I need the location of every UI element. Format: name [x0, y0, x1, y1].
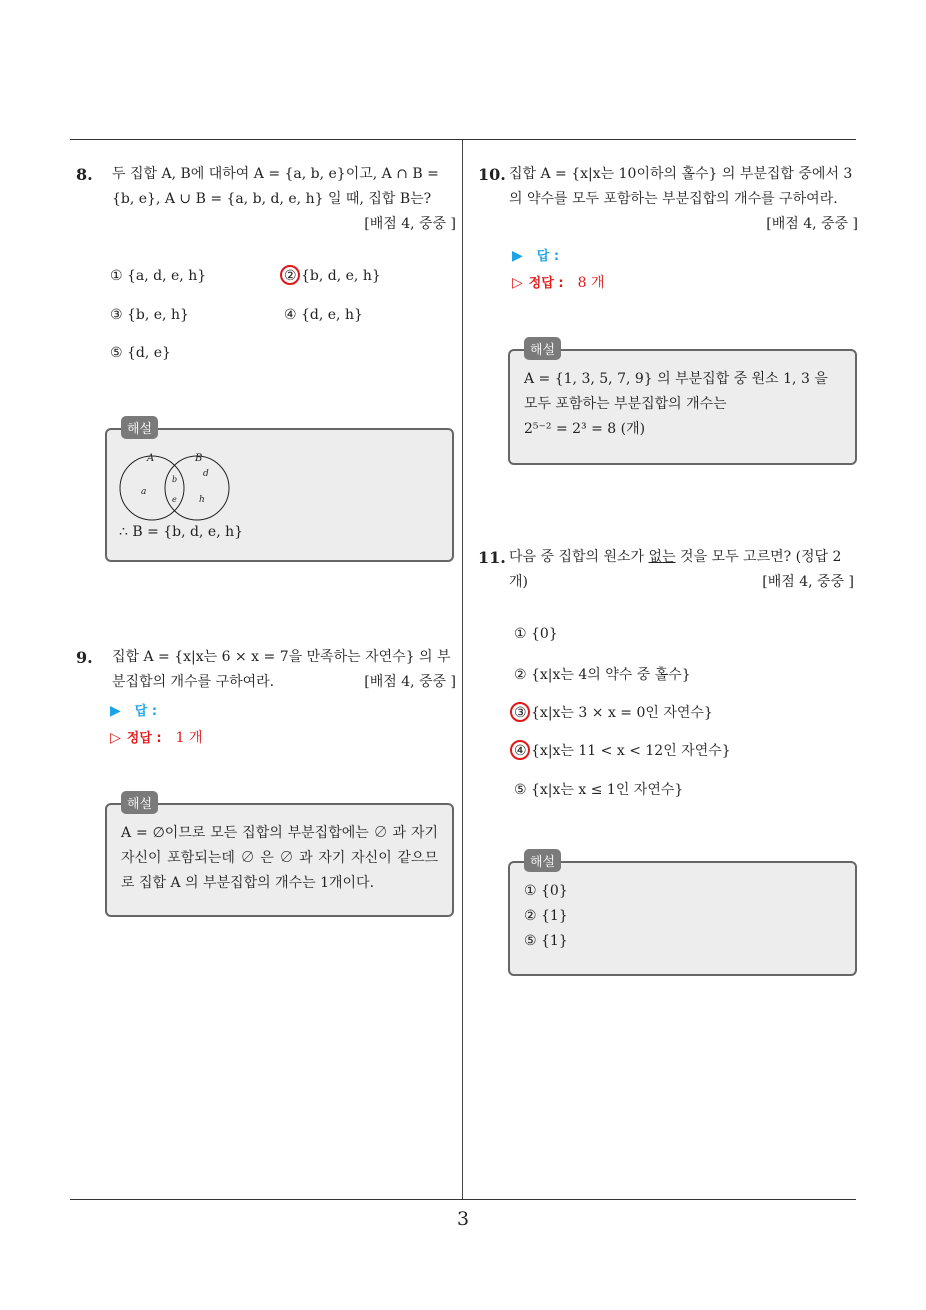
question-text: 두 집합 A, B에 대하여 A = {a, b, e}이고, A ∩ B = {b, e}, A ∪ B = {a, b, d, e, h} 일 때, 집합 B는?: [112, 166, 439, 207]
outline-play-icon: ▷: [110, 730, 121, 746]
question-points: [배점 4, 중중 ]: [766, 216, 858, 232]
element-e: e: [172, 495, 177, 504]
answer-label: 답 :: [134, 704, 158, 719]
q8-solution-box: [105, 422, 454, 562]
q11-option-3[interactable]: [514, 702, 713, 722]
q10-solution-box: [508, 343, 857, 465]
option-marker: ②: [284, 268, 297, 284]
option-text: ① {0}: [514, 626, 558, 642]
solution-text: [524, 879, 841, 954]
q9-answer-line: [110, 700, 157, 719]
q11-option-4[interactable]: [514, 740, 731, 760]
red-circle-mark: [280, 265, 300, 285]
option-text: ① {a, d, e, h}: [110, 268, 207, 284]
option-marker: ③: [514, 705, 527, 721]
question-9: [76, 645, 456, 695]
question-points: [배점 4, 중중 ]: [762, 574, 854, 590]
q11-option-1[interactable]: [514, 626, 558, 642]
question-text-part: 것을 모두 고르면? (정답 2개): [509, 549, 842, 590]
underlined-word: 없는: [648, 549, 676, 565]
option-text: {x|x는 3 × x = 0인 자연수}: [531, 705, 713, 721]
correct-label: 정답 :: [126, 731, 162, 746]
option-text: ⑤ {d, e}: [110, 345, 171, 361]
correct-value: 8 개: [577, 275, 605, 291]
red-circle-mark: [510, 702, 530, 722]
outline-play-icon: ▷: [512, 275, 523, 291]
option-text: ④ {d, e, h}: [284, 307, 363, 323]
question-points: [배점 4, 중중 ]: [364, 674, 456, 690]
question-text: 집합 A = {x|x는 10이하의 홀수} 의 부분집합 중에서 3 의 약수를 모두 포함하는 부분집합의 개수를 구하여라.: [509, 166, 853, 207]
set-b-circle: [165, 456, 229, 520]
option-text: {x|x는 11 < x < 12인 자연수}: [531, 743, 731, 759]
q8-option-4[interactable]: [284, 307, 363, 323]
element-b: b: [172, 475, 178, 484]
q11-option-5[interactable]: [514, 779, 683, 799]
solution-tag: 해설: [121, 416, 158, 439]
question-points: [배점 4, 중중 ]: [364, 216, 456, 232]
q10-answer-line: [512, 245, 559, 264]
question-text-part: 다음 중 집합의 원소가: [509, 549, 649, 565]
answer-label: 답 :: [536, 249, 560, 264]
element-a: a: [141, 487, 147, 497]
option-marker: ④: [514, 743, 527, 759]
venn-diagram: [117, 450, 247, 522]
q8-option-1[interactable]: [110, 268, 206, 284]
solution-line: 2⁵⁻² = 2³ = 8 (개): [524, 421, 646, 437]
set-b-label: B: [195, 453, 203, 464]
solution-line: ⑤ {1}: [524, 933, 568, 949]
option-text: ③ {b, e, h}: [110, 307, 189, 323]
question-11: [478, 545, 858, 595]
top-rule: [70, 139, 856, 140]
option-text: ⑤ {x|x는 x ≤ 1인 자연수}: [514, 782, 684, 798]
solution-tag: 해설: [121, 791, 158, 814]
question-number: 11.: [478, 548, 506, 567]
solution-text: ∴ B = {b, d, e, h}: [119, 524, 244, 540]
q8-option-5[interactable]: [110, 345, 171, 361]
solution-text: A = ∅이므로 모든 집합의 부분집합에는 ∅ 과 자기 자신이 포함되는데 ∅ 은 ∅ 과 자기 자신이 같으므로 집합 A 의 부분집합의 개수는 1개이다.: [121, 825, 438, 891]
column-divider: [462, 140, 463, 1200]
element-h: h: [199, 495, 205, 505]
question-number: 10.: [478, 165, 506, 184]
solution-line: ② {1}: [524, 908, 568, 924]
solution-line: 모두 포함하는 부분집합의 개수는: [524, 396, 727, 412]
selected-marker: [514, 705, 527, 721]
solution-tag: 해설: [524, 849, 561, 872]
q11-solution-box: [508, 855, 857, 976]
element-d: d: [203, 469, 209, 479]
play-icon: ▶: [512, 248, 523, 264]
play-icon: ▶: [110, 703, 121, 719]
selected-marker: [284, 268, 297, 284]
question-number: 8.: [76, 165, 93, 184]
q9-solution-box: [105, 797, 454, 917]
selected-marker: [514, 743, 527, 759]
red-circle-mark: [510, 740, 530, 760]
correct-value: 1 개: [175, 730, 203, 746]
option-text: ② {x|x는 4의 약수 중 홀수}: [514, 667, 691, 683]
q10-correct-line: [512, 272, 605, 292]
option-text: {b, d, e, h}: [301, 268, 381, 284]
correct-label: 정답 :: [528, 276, 564, 291]
question-8: [76, 162, 456, 237]
q9-correct-line: [110, 727, 203, 747]
page-number: 3: [456, 1208, 470, 1230]
solution-tag: 해설: [524, 337, 561, 360]
solution-line: A = {1, 3, 5, 7, 9} 의 부분집합 중 원소 1, 3 을: [524, 371, 828, 387]
bottom-rule: [70, 1199, 856, 1200]
question-10: [478, 162, 858, 232]
q8-option-2[interactable]: [284, 268, 381, 284]
q8-option-3[interactable]: [110, 307, 189, 323]
solution-line: ① {0}: [524, 883, 568, 899]
set-a-label: A: [147, 453, 155, 464]
question-text: 집합 A = {x|x는 6 × x = 7을 만족하는 자연수} 의 부분집합의 개수를 구하여라.: [112, 649, 451, 690]
q11-option-2[interactable]: [514, 664, 691, 684]
question-number: 9.: [76, 648, 93, 667]
solution-text: [524, 367, 841, 442]
